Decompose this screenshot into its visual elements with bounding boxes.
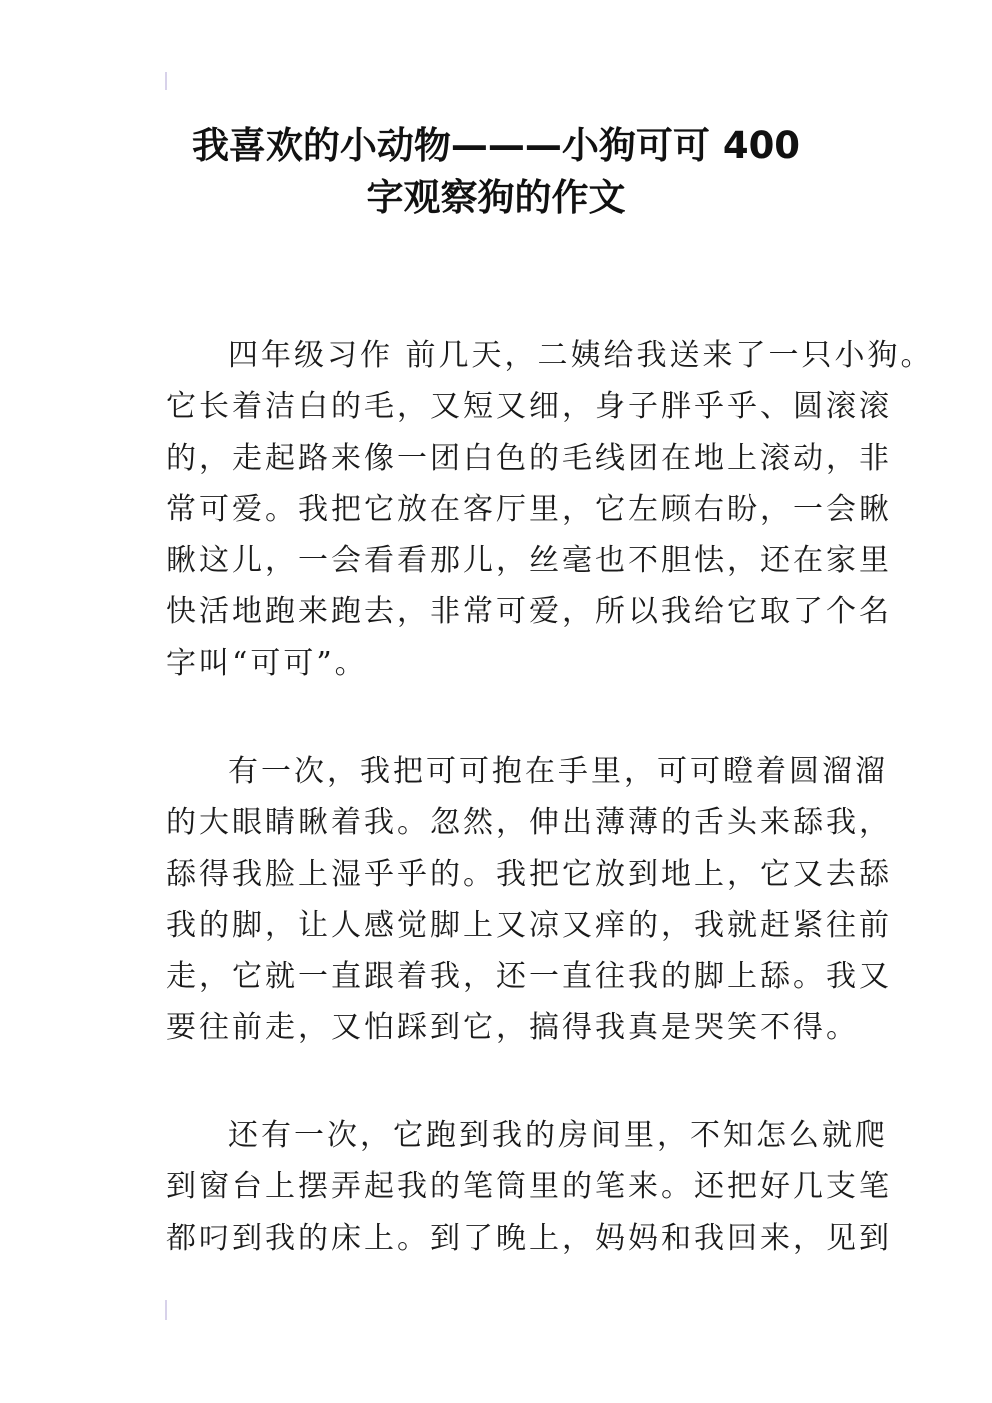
paragraph-line: 的，走起路来像一团白色的毛线团在地上滚动，非 (166, 440, 892, 476)
paragraph-line: 都叼到我的床上。到了晚上，妈妈和我回来，见到 (166, 1220, 892, 1256)
paragraph-line: 要往前走，又怕踩到它，搞得我真是哭笑不得。 (166, 1010, 859, 1046)
paragraph-line: 我的脚，让人感觉脚上又凉又痒的，我就赶紧往前 (166, 907, 892, 943)
paragraph-line: 的大眼睛瞅着我。忽然，伸出薄薄的舌头来舔我， (166, 805, 892, 841)
paragraph-line: 常可爱。我把它放在客厅里，它左顾右盼，一会瞅 (166, 491, 892, 527)
paragraph-line: 瞅这儿，一会看看那儿，丝毫也不胆怯，还在家里 (166, 543, 892, 579)
paragraph-line: 走，它就一直跟着我，还一直往我的脚上舔。我又 (166, 959, 892, 995)
paragraph-line: 还有一次，它跑到我的房间里，不知怎么就爬 (228, 1118, 888, 1153)
title-line-1: 我喜欢的小动物———小狗可可 400 (191, 124, 801, 167)
paragraph-3 (166, 1110, 892, 1264)
paragraph-line: 舔得我脸上湿乎乎的。我把它放到地上，它又去舔 (166, 856, 892, 892)
title-line-2: 字观察狗的作文 (366, 176, 626, 219)
page-corner-mark-bottom (165, 1300, 167, 1320)
document-title (150, 120, 842, 224)
paragraph-1 (166, 330, 934, 689)
paragraph-line: 四年级习作 前几天，二姨给我送来了一只小狗。 (228, 338, 934, 373)
paragraph-line: 有一次，我把可可抱在手里，可可瞪着圆溜溜 (228, 754, 888, 789)
paragraph-2 (166, 746, 892, 1054)
paragraph-line: 到窗台上摆弄起我的笔筒里的笔来。还把好几支笔 (166, 1169, 892, 1205)
paragraph-line: 快活地跑来跑去，非常可爱，所以我给它取了个名 (166, 594, 892, 630)
paragraph-line: 它长着洁白的毛，又短又细，身子胖乎乎、圆滚滚 (166, 389, 892, 425)
paragraph-line: 字叫“可可”。 (166, 645, 368, 681)
page-corner-mark-top (165, 72, 167, 90)
